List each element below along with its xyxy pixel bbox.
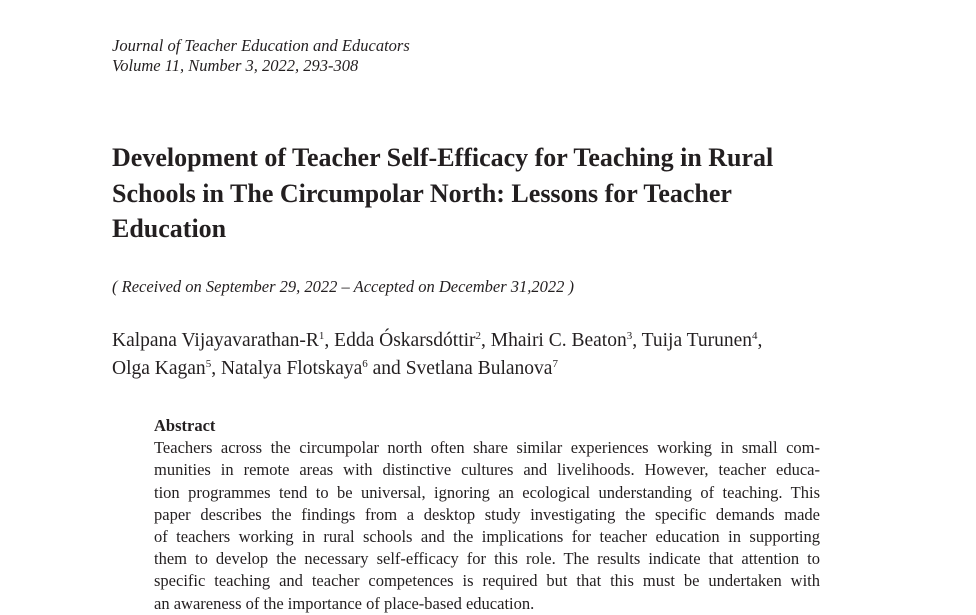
received-dates: ( Received on September 29, 2022 – Accepted on December 31,2022 )	[112, 277, 574, 296]
author-separator: ,	[211, 358, 221, 379]
author-affiliation-mark: 5	[205, 358, 212, 370]
abstract-line: them to develop the necessary self-efficacy for this role. The results indicate that attention to	[154, 549, 820, 569]
abstract-section	[154, 415, 820, 615]
abstract-heading: Abstract	[154, 416, 216, 435]
paper-title	[112, 140, 852, 247]
author-separator: ,	[632, 330, 642, 351]
author-affiliation-mark: 2	[475, 330, 482, 342]
author-name: Edda Óskarsdóttir	[334, 330, 476, 351]
author-name: Natalya Flotskaya	[220, 358, 363, 379]
journal-header	[112, 36, 410, 76]
author-line	[112, 355, 762, 383]
author-separator: ,	[481, 330, 491, 351]
journal-volume: Volume 11, Number 3, 2022, 293-308	[112, 56, 359, 75]
journal-name: Journal of Teacher Education and Educators	[112, 36, 410, 55]
author-affiliation-mark: 4	[752, 330, 758, 342]
author-affiliation-mark: 6	[362, 358, 368, 370]
abstract-line: Teachers across the circumpolar north often share similar experiences working in small com-	[154, 438, 820, 458]
title-line: Education	[112, 214, 227, 243]
author-name: Tuija Turunen	[641, 330, 753, 351]
author-name: Svetlana Bulanova	[405, 358, 553, 379]
abstract-line: munities in remote areas with distinctive cultures and livelihoods. However, teacher educa-	[154, 460, 820, 480]
author-name: Kalpana Vijayavarathan-R	[112, 330, 319, 351]
title-line: Schools in The Circumpolar North: Lessons for Teacher	[112, 178, 732, 208]
author-affiliation-mark: 3	[626, 330, 633, 342]
author-separator: and	[367, 358, 406, 379]
abstract-line: of teachers working in rural schools and the implications for teacher education in supporting	[154, 526, 820, 546]
author-separator: ,	[324, 330, 335, 351]
author-separator: ,	[757, 330, 763, 351]
author-affiliation-mark: 1	[318, 330, 325, 342]
title-line: Development of Teacher Self-Efficacy for Teaching in Rural	[112, 143, 774, 172]
abstract-line: specific teaching and teacher competences is required but that this must be undertaken with	[154, 571, 820, 591]
author-line	[112, 327, 762, 355]
author-affiliation-mark: 7	[552, 358, 558, 370]
abstract-line: paper describes the findings from a desktop study investigating the specific demands made	[154, 504, 820, 524]
author-list	[112, 327, 762, 383]
author-name: Mhairi C. Beaton	[490, 330, 627, 351]
abstract-line: tion programmes tend to be universal, ignoring an ecological understanding of teaching. This	[154, 482, 820, 502]
author-name: Olga Kagan	[112, 358, 206, 379]
abstract-line: an awareness of the importance of place-based education.	[154, 593, 535, 613]
